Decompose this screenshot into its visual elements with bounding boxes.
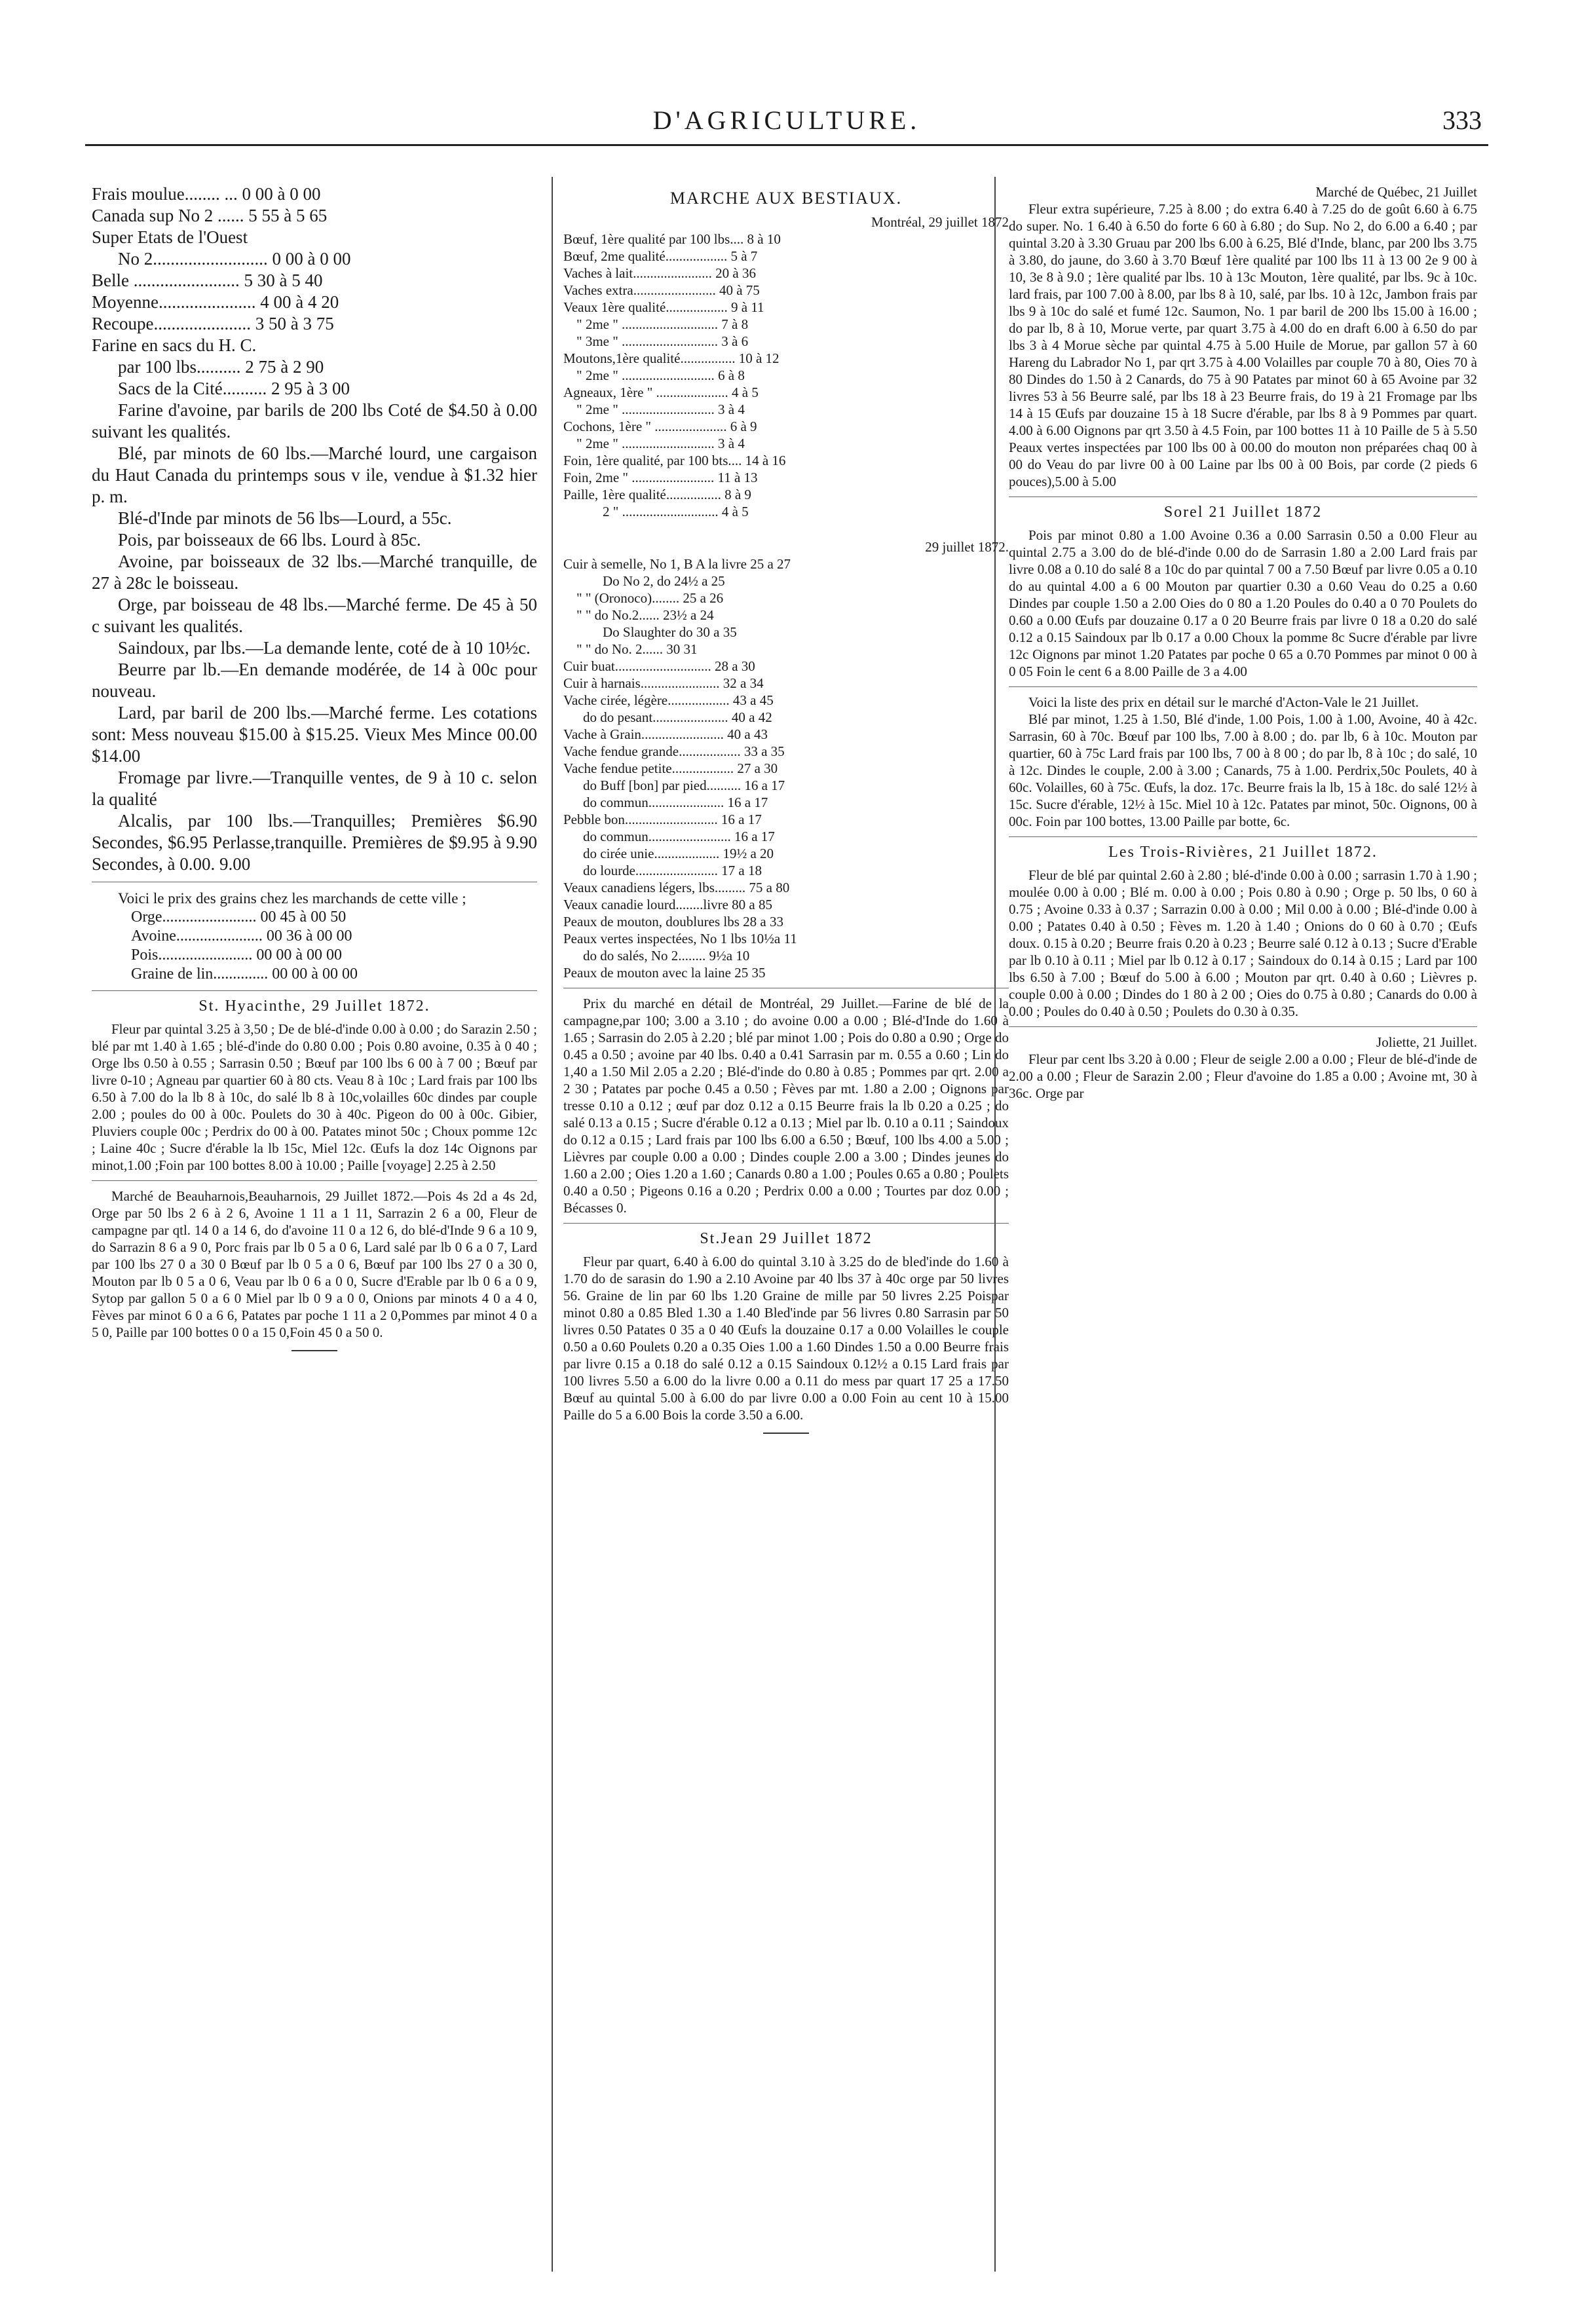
market-paragraph: Blé, par minots de 60 lbs.—Marché lourd, une cargaison du Haut Canada du printemps sous v ile, vendue à $1.32 hier p. m. xyxy=(92,443,537,506)
price-line: Foin, 2me " ........................ 11 à 13 xyxy=(563,470,758,485)
price-line: Foin, 1ère qualité, par 100 bts.... 14 à 16 xyxy=(563,453,786,468)
section-rule xyxy=(1009,1026,1477,1027)
price-line: Cuir buat............................ 28 a 30 xyxy=(563,658,755,674)
price-line: do cirée unie................... 19½ a 20 xyxy=(583,846,774,861)
page-header xyxy=(85,98,1488,146)
price-line: Recoupe...................... 3 50 à 3 75 xyxy=(92,314,334,333)
market-paragraph: Beurre par lb.—En demande modérée, de 14 à 00c pour nouveau. xyxy=(92,660,537,701)
market-report: Fleur par quintal 3.25 à 3,50 ; De de blé-d'inde 0.00 à 0.00 ; do Sarazin 2.50 ; blé par mt 1.40 à 1.65 ; blé-d'inde do 0.80 0.00 ; Pois 0.80 avoine, 0.35 à 0 40 ; Orge lbs 0.50 à 0.55 ; Sarrasin 0.50 ; Bœuf par 100 lbs 6 00 à 7 00 ; Bœuf par livre 0-10 ; Agneau par quartier 60 à 80 cts. Veau 8 à 10c ; Lard frais par 100 lbs 6.50 à 7.00 do la lb 8 à 10c, do salé lb 8 à 10c,volailles 60c dindes par couple 2.00 ; poules do 00 à 00c. Poulets do 30 à 40c. Pigeon do 00 à 00c. Gibier, Pluviers couple 00c ; Perdrix do 00 à 00. Patates minot 50c ; Choux pomme 12c ; Laine 40c ; Sucre d'érable la lb 15c, Miel 12c. Œufs la doz 14c Oignons par minot,1.00 ;Foin par 100 bottes 8.00 à 10.00 ; Paille [voyage] 2.25 à 2.50 xyxy=(92,1021,537,1173)
price-line: " " do No.2...... 23½ a 24 xyxy=(576,607,714,623)
section-heading: St. Hyacinthe, 29 Juillet 1872. xyxy=(198,998,430,1015)
price-line: " 2me " ........................... 3 à 4 xyxy=(576,402,745,417)
page-title: D'AGRICULTURE. xyxy=(652,105,921,135)
price-line: " 3me " ............................ 3 à 6 xyxy=(576,333,749,349)
grains-intro: Voici le prix des grains chez les marchands de cette ville ; xyxy=(118,890,466,907)
column-2 xyxy=(563,183,1009,1443)
price-line: do Buff [bon] par pied.......... 16 a 17 xyxy=(583,778,785,793)
leather-list xyxy=(563,555,1009,981)
price-line: Peaux de mouton avec la laine 25 35 xyxy=(563,965,766,981)
market-paragraph: Alcalis, par 100 lbs.—Tranquilles; Premières $6.90 Secondes, $6.95 Perlasse,tranquille. Premières de $9.95 à 9.90 Secondes, à 0.00. 9.00 xyxy=(92,811,537,874)
price-line: Peaux de mouton, doublures lbs 28 a 33 xyxy=(563,914,783,929)
grain-line: Pois........................ 00 00 à 00 00 xyxy=(131,946,343,964)
cattle-list xyxy=(563,231,1009,520)
price-line: Paille, 1ère qualité................ 8 à 9 xyxy=(563,487,751,502)
market-report: Pois par minot 0.80 a 1.00 Avoine 0.36 a 0.00 Sarrasin 0.50 a 0.00 Fleur au quintal 2.75 a 3.00 do de blé-d'inde 0.00 do de Sarrasin 1.80 a 2.00 Lard frais par livre 0.08 a 0.10 do salé 8 a 10c do par quintal 7 00 a 7.50 Bœuf par livre 0.05 a 0.10 do au quintal 4.00 a 6 00 Mouton par quartier 0.30 a 0.60 Veau do 0.25 a 0.60 Dindes par couple 1.50 a 2.00 Oies do 0 80 a 1.20 Poules do 0.40 a 0 70 Poulets do 0.60 a 0.00 Œufs par douzaine 0.17 a 0 20 Beurre frais par livre 0 18 a 0.20 do salé 0.12 a 0.15 Saindoux par lb 0.17 a 0.00 Choux la pomme 8c Sucre d'érable par livre 12c Oignons par minot 1.20 Patates par poche 0 65 a 0.70 Pommes par minot 0 00 à 0 05 Foin le cent 6 a 8.00 Paille de 3 a 4.00 xyxy=(1009,527,1477,679)
price-line: " 2me " ............................ 7 à 8 xyxy=(576,316,749,332)
section-heading: Les Trois-Rivières, 21 Juillet 1872. xyxy=(1108,844,1378,861)
price-line: Frais moulue........ ... 0 00 à 0 00 xyxy=(92,184,321,204)
price-line: do commun........................ 16 a 17 xyxy=(583,829,775,844)
section-heading: MARCHE AUX BESTIAUX. xyxy=(669,189,903,208)
market-paragraph: Blé-d'Inde par minots de 56 lbs—Lourd, a 55c. xyxy=(118,508,452,528)
market-paragraph: Saindoux, par lbs.—La demande lente, coté de à 10 10½c. xyxy=(118,638,531,658)
market-paragraph: Lard, par baril de 200 lbs.—Marché ferme. Les cotations sont: Mess nouveau $15.00 à $15.25. Vieux Mes Mince 00.00 $14.00 xyxy=(92,703,537,766)
grains-list xyxy=(92,908,537,984)
price-line: " " (Oronoco)........ 25 a 26 xyxy=(576,590,724,606)
price-line: " " do No. 2...... 30 31 xyxy=(576,641,698,657)
price-line: Vache cirée, légère.................. 43 a 45 xyxy=(563,692,774,708)
price-line: par 100 lbs.......... 2 75 à 2 90 xyxy=(118,357,324,377)
prices-list xyxy=(92,183,537,400)
section-heading: Marché de Québec, 21 Juillet xyxy=(1315,184,1477,200)
column-1 xyxy=(92,183,537,1360)
price-line: Pebble bon........................... 16 a 17 xyxy=(563,812,762,827)
price-line: do commun...................... 16 a 17 xyxy=(583,795,768,810)
market-paragraph: Avoine, par boisseaux de 32 lbs.—Marché tranquille, de 27 à 28c le boisseau. xyxy=(92,552,537,593)
column-3 xyxy=(1009,183,1477,1102)
price-line: Cuir à semelle, No 1, B A la livre 25 a 27 xyxy=(563,556,791,572)
section-heading: Joliette, 21 Juillet. xyxy=(1376,1034,1477,1050)
price-line: No 2.......................... 0 00 à 0 00 xyxy=(118,249,351,269)
price-line: Do No 2, do 24½ a 25 xyxy=(603,573,725,589)
page-number: 333 xyxy=(1442,105,1482,135)
price-line: do lourde........................ 17 a 18 xyxy=(583,863,762,878)
market-paragraph: Fromage par livre.—Tranquille ventes, de 9 à 10 c. selon la qualité xyxy=(92,768,537,809)
price-line: Peaux vertes inspectées, No 1 lbs 10½a 11 xyxy=(563,931,797,946)
price-line: Belle ........................ 5 30 à 5 40 xyxy=(92,271,323,290)
price-line: Vaches extra........................ 40 à 75 xyxy=(563,282,760,298)
price-line: Veaux 1ère qualité.................. 9 à 11 xyxy=(563,299,764,315)
price-line: Moutons,1ère qualité................ 10 à 12 xyxy=(563,350,780,366)
market-report: Blé par minot, 1.25 à 1.50, Blé d'inde, 1.00 Pois, 1.00 à 1.00, Avoine, 40 à 42c. Sarrasin, 60 à 70c. Bœuf par 100 lbs, 7.00 à 8.00 ; do. par lb, 6 à 10c. Mouton par quartier, 60 à 75c Lard frais par 100 lbs, 7 00 à 8 00 ; do par lb, 8 à 10c ; do salé, 10 à 12c. Dindes le couple, 2.00 à 3.00 ; Canards, 75 à 1.00. Perdrix,50c Poulets, 40 à 60c. Volailles, 60 à 75c. Œufs, la doz. 17c. Beurre frais la lb, 15 à 18c. do salé 12½ à 15c. Sucre d'érable, 12½ à 15c. Miel 10 à 12c. Patates par minot, 50c. Oignons, 00 à 00c. Foin par 100 bottes, 13.00 Paille par botte, 6c. xyxy=(1009,711,1477,829)
section-date: Montréal, 29 juillet 1872 xyxy=(871,214,1009,230)
section-rule xyxy=(1009,686,1477,687)
price-line: Veaux canadiens légers, lbs......... 75 a 80 xyxy=(563,880,790,895)
price-line: " 2me " ........................... 6 à 8 xyxy=(576,367,745,383)
price-line: do do salés, No 2........ 9½a 10 xyxy=(583,948,750,964)
price-line: " 2me " ........................... 3 à 4 xyxy=(576,436,745,451)
market-report: Fleur de blé par quintal 2.60 à 2.80 ; blé-d'inde 0.00 à 0.00 ; sarrasin 1.70 à 1.90 ; moulée 0.00 à 0.00 ; Blé m. 0.00 à 0.00 ; Pois 0.80 à 0.90 ; Orge p. 50 lbs, 0 60 à 0.75 ; Avoine 0.33 à 0.37 ; Sarrazin 0.00 à 0.00 ; Mil 0.00 à 0.00 ; Blé-d'inde 0.00 à 0.00 ; Patates 0.40 à 0.50 ; Fèves m. 1.20 à 1.40 ; Onions do 0 60 à 0.70 ; Œufs doux. 0.15 à 0.20 ; Beurre frais 0.20 à 0.23 ; Beurre salé 0.12 à 0.13 ; Sucre d'Erable par lb 0.10 à 0.11 ; Miel par lb 0.12 à 0.17 ; Saindoux do 0.14 à 0.15 ; Lard par 100 lbs 6.50 à 7.00 ; Bœuf do 5.00 à 6.00 ; Mouton par qrt. 0.40 à 0.60 ; Lièvres p. couple 0.00 à 0.00 ; Dindes do 1 80 à 2 00 ; Oies do 0.75 à 0.80 ; Canards do 0.00 à 0.00 ; Poules do 0.40 à 0.50 ; Poulets do 0.30 à 0.35. xyxy=(1009,867,1477,1019)
price-line: Super Etats de l'Ouest xyxy=(92,227,248,247)
section-heading: Voici la liste des prix en détail sur le marché d'Acton-Vale le 21 Juillet. xyxy=(1028,694,1419,710)
market-report: Marché de Beauharnois,Beauharnois, 29 Juillet 1872.—Pois 4s 2d a 4s 2d, Orge par 50 lbs 2 6 à 2 6, Avoine 1 11 a 1 11, Sarrazin 2 6 a 00, Fleur de campagne par qtl. 14 0 a 14 6, do d'avoine 11 0 a 12 6, do blé-d'Inde 9 6 a 10 9, do Sarrazin 8 6 a 9 0, Porc frais par lb 0 5 a 0 6, Lard salé par lb 0 6 a 0 7, Lard par 100 lbs 27 0 a 30 0 Bœuf par lb 0 5 a 0 6, Bœuf par 100 lbs 27 0 a 30 0, Mouton par lb 0 5 a 0 6, Veau par lb 0 6 a 0 0, Sucre d'Erable par lb 0 6 a 0 9, Sytop par gallon 5 0 a 6 0 Miel par lb 0 9 a 0 0, Onions par minots 4 0 a 4 0, Fèves par minot 6 0 a 6 6, Patates par poche 1 11 a 2 0,Pommes par minot 4 0 a 5 0, Paille par 100 bottes 0 0 a 15 0,Foin 45 0 a 50 0. xyxy=(92,1188,537,1340)
price-line: 2 " ............................ 4 à 5 xyxy=(603,504,749,519)
price-line: Agneaux, 1ère " ..................... 4 à 5 xyxy=(563,384,759,400)
grain-line: Graine de lin.............. 00 00 à 00 00 xyxy=(131,965,358,983)
section-heading: St.Jean 29 Juillet 1872 xyxy=(700,1230,873,1247)
price-line: Bœuf, 1ère qualité par 100 lbs.... 8 à 10 xyxy=(563,231,781,247)
market-report: Fleur par cent lbs 3.20 à 0.00 ; Fleur de seigle 2.00 a 0.00 ; Fleur de blé-d'inde de 2.00 a 0.00 ; Fleur de Sarazin 2.00 ; Fleur d'avoine do 1.85 a 0.00 ; Avoine mt, 30 à 36c. Orge par xyxy=(1009,1051,1477,1101)
section-end-rule xyxy=(292,1350,337,1351)
price-line: Do Slaughter do 30 a 35 xyxy=(603,624,737,640)
price-line: do do pesant...................... 40 a 42 xyxy=(583,709,772,725)
price-line: Bœuf, 2me qualité.................. 5 à 7 xyxy=(563,248,758,264)
price-line: Vaches à lait....................... 20 à 36 xyxy=(563,265,756,281)
market-report: Prix du marché en détail de Montréal, 29 Juillet.—Farine de blé de la campagne,par 100; 3.00 a 3.10 ; do avoine 0.00 a 0.00 ; Blé-d'Inde do 1.60 à 1.65 ; Sarrasin do 2.05 à 2.20 ; blé par minot 1.00 ; Pois do 0.80 a 0.90 ; Orge do 0.45 a 0.50 ; avoine par 40 lbs. 0.40 a 0.41 Sarrasin par m. 0.55 a 0.60 ; Lin do 1,40 a 1.50 Mil 2.05 a 2.20 ; Blé-d'inde do 0.80 à 0.85 ; Pommes par qrt. 2.00 a 2 30 ; Patates par poche 0.45 a 0.50 ; Fèves par mt. 1.80 a 2.00 ; Oignons par tresse 0.10 a 0.12 ; œuf par doz 0.12 a 0.15 Beurre frais la lb 0.20 a 0.25 ; do salé 0.13 a 0.15 ; Sucre d'érable 0.12 a 0.13 ; Miel par lb. 0.10 a 0.11 ; Saindoux do 0.12 a 0.15 ; Lard frais par 100 lbs 6.00 a 6.50 ; Bœuf, 100 lbs 4.00 a 5.00 ; Lièvres par couple 0.00 a 0.00 ; Dindes couple 2.00 a 3.00 ; Dindes jeunes do 1.60 a 2.00 ; Oies 1.20 a 1.60 ; Canards 0.80 a 1.00 ; Poules 0.65 a 0.80 ; Poulets 0.40 a 0.50 ; Pigeons 0.16 a 0.20 ; Perdrix 0.00 a 0.00 ; Tourtes par doz 0.00 ; Bécasses 0. xyxy=(563,996,1009,1216)
section-rule xyxy=(1009,836,1477,837)
market-report: Fleur extra supérieure, 7.25 à 8.00 ; do extra 6.40 à 7.25 do de goût 6.60 à 6.75 do super. No. 1 6.40 à 6.50 do forte 6 60 à 6.80 ; do Sup. No 2, do 6.00 a 6.40 ; par quintal 3.20 à 3.30 Gruau par 200 lbs 6.00 à 6.25, Blé d'Inde, blanc, par 200 lbs 3.75 à 3.80, do jaune, do 3.60 à 3.70 Bœuf 1ère qualité par 100 lbs 11 à 13 00 2e 9 00 à 10, 3e 8 à 9.0 ; 1ère qualité par lbs. 10 à 13c Mouton, 1ère qualité, par lbs. 9c à 10c. lard frais, par 100 7.00 à 8.00, par lbs 8 à 10, salé, par lbs. 10 à 12c, Jambon frais par lbs 9 à 10c do salé et fumé 12c. Saumon, No. 1 par baril de 200 lbs 15.00 à 16.00 ; do par lb, 8 à 10, Morue verte, par quart 3.75 à 4.00 do en draft 6.00 à 6.50 do par lbs 3 à 4 Morue sèche par quintal 4.75 à 5.00 Huile de Morue, par gallon 57 à 60 Hareng du Labrador No 1, par qrt 3.75 à 4.00 Volailles par couple 70 à 80, Oies 70 à 80 Dindes do 1.50 à 2 Canards, do 75 à 90 Patates par minot 60 à 65 Avoine par 32 livres 53 à 56 Beurre salé, par lbs 18 à 23 Beurre frais, do 19 à 21 Fromage par lbs 14 à 15 Œufs par douzaine 15 à 18 Sucre d'érable, par lbs 8 à 9 Pommes par quart. 4.00 à 6.00 Oignons par qrt 3.50 à 4.5 Foin, par 100 bottes 11 à 10 Paille de 5 à 5.50 Peaux vertes inspectées par 100 lbs 00 à 00.00 do mouton non préparées chaq 00 à 00 do Veau do par livre 00 à 00 Laine par lbs 00 à 00 Bois, par corde (2 pieds 6 pouces),5.00 à 5.00 xyxy=(1009,201,1477,489)
section-rule xyxy=(92,1180,537,1181)
price-line: Vache fendue grande.................. 33 a 35 xyxy=(563,743,785,759)
market-paragraph: Farine d'avoine, par barils de 200 lbs Coté de $4.50 à 0.00 suivant les qualités. xyxy=(92,400,537,441)
grain-line: Avoine...................... 00 36 à 00 00 xyxy=(131,928,352,945)
market-report: Fleur par quart, 6.40 à 6.00 do quintal 3.10 à 3.25 do de bled'inde do 1.60 à 1.70 do de sarasin do 1.90 a 2.10 Avoine par 40 lbs 37 à 40c orge par 50 livres 56. Graine de lin par 60 lbs 1.20 Graine de mille par 50 livres 2.25 Poispar minot 0.80 a 0.85 Bled 1.30 a 1.40 Bled'inde par 56 livres 0.80 Sarrasin par 50 livres 0.50 Patates 0 35 a 0 40 Œufs la douzaine 0.17 a 0.00 Volailles le couple 0.50 a 0.60 Poulets 0.20 a 0.35 Oies 1.00 a 1.60 Dindes 1.50 a 0.00 Beurre frais par livre 0.15 a 0.18 do salé 0.12 a 0.15 Saindoux 0.12½ a 0.15 Lard frais par 100 livres 5.50 a 6.00 do la livre 0.00 a 0.11 do mess par quart 17 25 a 17.50 Bœuf au quintal 5.00 à 6.00 do par livre 0.00 a 0.00 Foin au cent 10 à 15.00 Paille do 5 a 6.00 Bois la corde 3.50 a 6.00. xyxy=(563,1254,1009,1423)
section-end-rule xyxy=(763,1433,809,1434)
section-rule xyxy=(92,990,537,991)
price-line: Sacs de la Cité.......... 2 95 à 3 00 xyxy=(118,379,350,398)
grain-line: Orge........................ 00 45 à 00 50 xyxy=(131,909,347,926)
price-line: Farine en sacs du H. C. xyxy=(92,335,257,355)
price-line: Canada sup No 2 ...... 5 55 à 5 65 xyxy=(92,206,328,225)
price-line: Cuir à harnais....................... 32 a 34 xyxy=(563,675,764,691)
market-paragraph: Orge, par boisseau de 48 lbs.—Marché ferme. De 45 à 50 c suivant les qualités. xyxy=(92,595,537,636)
price-line: Veaux canadie lourd........livre 80 a 85 xyxy=(563,897,772,912)
price-line: Vache fendue petite.................. 27 a 30 xyxy=(563,760,778,776)
price-line: Moyenne...................... 4 00 à 4 20 xyxy=(92,292,339,312)
price-line: Cochons, 1ère " ..................... 6 à 9 xyxy=(563,419,757,434)
section-date: 29 juillet 1872. xyxy=(925,539,1009,555)
section-heading: Sorel 21 Juillet 1872 xyxy=(1163,504,1323,521)
section-rule xyxy=(563,1223,1009,1224)
column-divider xyxy=(552,177,553,2272)
price-line: Vache à Grain........................ 40 a 43 xyxy=(563,726,768,742)
market-paragraph: Pois, par boisseaux de 66 lbs. Lourd à 85c. xyxy=(118,530,421,550)
